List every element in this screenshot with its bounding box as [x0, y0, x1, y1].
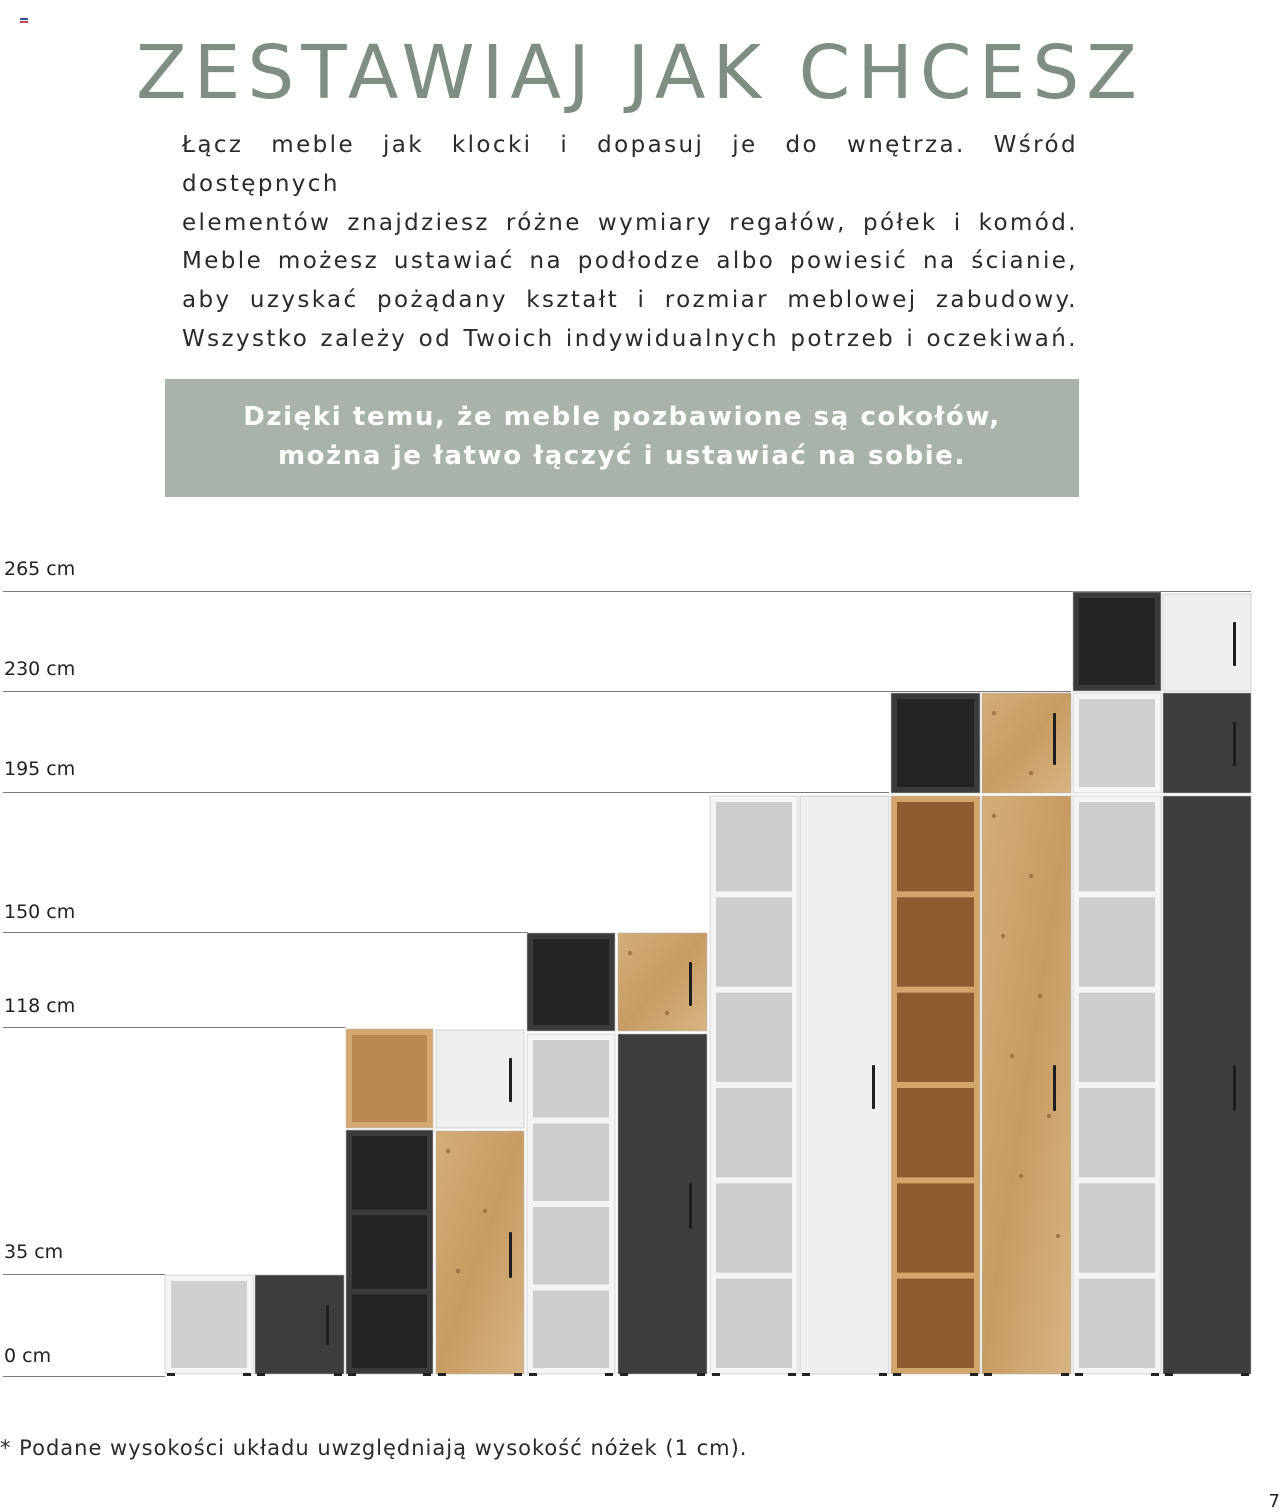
- shelf-compartment: [897, 802, 974, 891]
- cabinet-interior: [533, 939, 609, 1025]
- shelf-compartment: [897, 897, 974, 986]
- shelf-compartment: [533, 1291, 609, 1369]
- foot: [1241, 1373, 1249, 1376]
- cabinet-door: [982, 796, 1071, 1374]
- scale-label-195: 195 cm: [4, 758, 76, 780]
- wood-knot: [1029, 771, 1033, 775]
- handle: [1233, 622, 1236, 666]
- wood-knot: [992, 711, 996, 715]
- intro-line: Meble możesz ustawiać na podłodze albo powiesić na ścianie,: [182, 248, 1078, 275]
- shelf-compartment: [716, 897, 792, 986]
- page-number: 7: [1268, 1491, 1280, 1512]
- foot: [1075, 1373, 1083, 1376]
- page-title: ZESTAWIAJ JAK CHCESZ: [135, 29, 1145, 116]
- wood-knot: [1029, 874, 1033, 878]
- cabinet-door: [800, 796, 889, 1374]
- foot: [167, 1373, 175, 1376]
- foot: [620, 1373, 628, 1376]
- banner-line: można je łatwo łączyć i ustawiać na sobie.: [277, 441, 967, 471]
- handle: [689, 962, 692, 1006]
- intro-line: Łącz meble jak klocki i dopasuj je do wnętrza. Wśród dostępnych: [182, 132, 1078, 197]
- cabinet-door: [982, 693, 1071, 793]
- banner-line: Dzięki temu, że meble pozbawione są cokołów,: [243, 402, 1001, 432]
- shelf-compartment: [352, 1136, 427, 1209]
- shelf-compartment: [716, 802, 792, 891]
- foot: [438, 1373, 446, 1376]
- handle: [1233, 722, 1236, 766]
- foot: [802, 1373, 810, 1376]
- foot: [605, 1373, 613, 1376]
- foot: [243, 1373, 251, 1376]
- scale-label-265: 265 cm: [4, 558, 76, 580]
- intro-line: aby uzyskać pożądany kształt i rozmiar meblowej zabudowy.: [182, 287, 1078, 314]
- wood-knot: [446, 1149, 450, 1153]
- shelf-compartment: [533, 1207, 609, 1285]
- handle: [509, 1058, 512, 1102]
- foot: [257, 1373, 265, 1376]
- cabinet-interior: [171, 1281, 247, 1368]
- cabinet-interior: [1079, 699, 1155, 787]
- shelf-compartment: [1079, 1088, 1155, 1177]
- intro-line: Wszystko zależy od Twoich indywidualnych potrzeb i oczekiwań.: [182, 325, 1078, 352]
- scale-label-35: 35 cm: [4, 1241, 64, 1263]
- handle: [1233, 1065, 1236, 1111]
- shelf-compartment: [1079, 1183, 1155, 1272]
- shelf-compartment: [352, 1215, 427, 1288]
- shelf-compartment: [716, 1183, 792, 1272]
- shelf-compartment: [716, 993, 792, 1082]
- intro-line: elementów znajdziesz różne wymiary regałów, półek i komód.: [182, 209, 1078, 236]
- foot: [712, 1373, 720, 1376]
- shelf-compartment: [533, 1040, 609, 1118]
- scale-label-118: 118 cm: [4, 995, 76, 1017]
- foot: [348, 1373, 356, 1376]
- wood-knot: [456, 1269, 460, 1273]
- wood-knot: [628, 951, 632, 955]
- handle: [1053, 1065, 1056, 1111]
- wood-knot: [483, 1209, 487, 1213]
- shelf-compartment: [897, 1088, 974, 1177]
- shelf-compartment: [1079, 1279, 1155, 1368]
- wood-knot: [992, 814, 996, 818]
- handle: [326, 1305, 329, 1345]
- wood-knot: [1047, 1114, 1051, 1118]
- cabinet-door: [1163, 796, 1251, 1374]
- cabinet-interior: [352, 1035, 427, 1122]
- wood-knot: [1001, 934, 1005, 938]
- handle: [872, 1065, 875, 1109]
- footnote: * Podane wysokości układu uwzględniają wysokość nóżek (1 cm).: [0, 1436, 748, 1460]
- wood-knot: [1038, 994, 1042, 998]
- shelf-compartment: [897, 1183, 974, 1272]
- shelf-compartment: [1079, 897, 1155, 986]
- cabinet-door: [618, 1034, 707, 1374]
- wood-knot: [665, 1011, 669, 1015]
- foot: [879, 1373, 887, 1376]
- cabinet-interior: [897, 699, 974, 787]
- cabinet-door: [255, 1275, 344, 1374]
- foot: [984, 1373, 992, 1376]
- foot: [514, 1373, 522, 1376]
- wood-knot: [1056, 1234, 1060, 1238]
- shelf-compartment: [1079, 993, 1155, 1082]
- foot: [1165, 1373, 1173, 1376]
- foot: [1151, 1373, 1159, 1376]
- foot: [697, 1373, 705, 1376]
- foot: [529, 1373, 537, 1376]
- shelf-compartment: [716, 1088, 792, 1177]
- shelf-compartment: [897, 993, 974, 1082]
- handle: [1053, 713, 1056, 765]
- shelf-compartment: [1079, 802, 1155, 891]
- scale-label-230: 230 cm: [4, 658, 76, 680]
- scale-label-0: 0 cm: [4, 1345, 52, 1367]
- foot: [1061, 1373, 1069, 1376]
- wood-knot: [1010, 1054, 1014, 1058]
- foot: [788, 1373, 796, 1376]
- wood-knot: [1019, 1174, 1023, 1178]
- cabinet-door: [618, 933, 707, 1031]
- foot: [423, 1373, 431, 1376]
- shelf-compartment: [352, 1295, 427, 1368]
- cabinet-door: [1163, 693, 1251, 793]
- handle: [509, 1232, 512, 1278]
- shelf-compartment: [716, 1279, 792, 1368]
- foot: [970, 1373, 978, 1376]
- scale-label-150: 150 cm: [4, 901, 76, 923]
- foot: [893, 1373, 901, 1376]
- foot: [334, 1373, 342, 1376]
- cabinet-interior: [1079, 598, 1155, 685]
- shelf-compartment: [533, 1124, 609, 1202]
- handle: [689, 1183, 692, 1229]
- shelf-compartment: [897, 1279, 974, 1368]
- cabinet-door: [1163, 594, 1251, 691]
